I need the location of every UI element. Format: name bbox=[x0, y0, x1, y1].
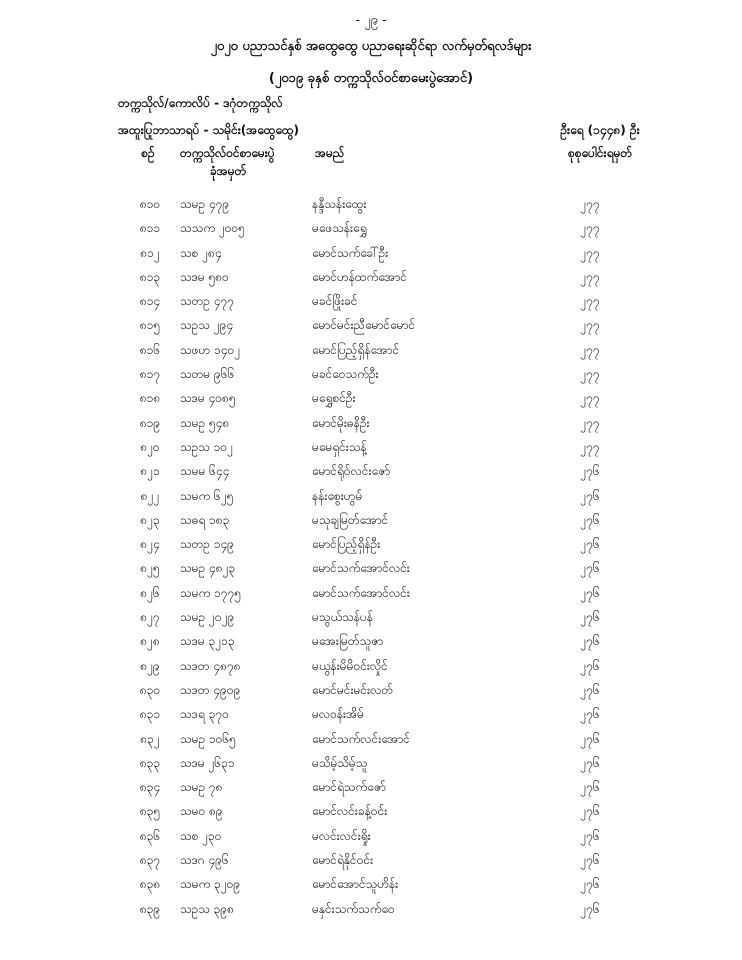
page-number: - ၂၉ - bbox=[355, 13, 387, 28]
table-row bbox=[0, 412, 742, 436]
table-row bbox=[0, 728, 742, 752]
row-mark: ၂၇၇ bbox=[580, 294, 600, 309]
table-row bbox=[0, 314, 742, 338]
row-roll: သဒတ ၄၉၀၉ bbox=[180, 682, 241, 697]
row-roll: သမဥ ၁၀၆၅ bbox=[180, 731, 236, 746]
header-marks: စုစုပေါင်းရမှတ် bbox=[567, 146, 633, 160]
row-mark: ၂၇၆ bbox=[580, 804, 600, 819]
row-name: မသိမ့်သိမ့်သူ bbox=[312, 755, 368, 770]
row-mark: ၂၇၆ bbox=[580, 731, 600, 746]
row-name: နန္ဒီသန်းထွေး bbox=[312, 197, 367, 211]
row-roll: သမက ၁၇၇၅ bbox=[180, 585, 242, 600]
row-name: မလဝန်းအိမ် bbox=[312, 707, 364, 722]
table-row bbox=[0, 290, 742, 314]
row-mark: ၂၇၇ bbox=[580, 269, 600, 284]
row-mark: ၂၇၆ bbox=[580, 585, 600, 600]
row-mark: ၂၇၆ bbox=[580, 780, 600, 795]
row-roll: သမက ၆၂၅ bbox=[180, 488, 234, 503]
table-row bbox=[0, 509, 742, 533]
table-row bbox=[0, 217, 742, 241]
row-name: မနှင်းသက်သက်ဝေ bbox=[312, 901, 395, 916]
results-list bbox=[0, 193, 742, 922]
row-mark: ၂၇၆ bbox=[580, 634, 600, 649]
row-name: မခင်ဝေသက်ဦး bbox=[312, 367, 379, 382]
row-roll: သမမ ၆၄၄ bbox=[180, 464, 230, 479]
row-roll: သဥသ ၃၉၈ bbox=[180, 901, 235, 916]
row-name: မောင်သက်အောင်လင်း bbox=[312, 561, 410, 576]
row-roll: သဒမ ၄၀၈၅ bbox=[180, 391, 236, 406]
row-no: ၈၃၇ bbox=[139, 853, 161, 868]
row-name: မသွယ်သန်ပန် bbox=[312, 610, 373, 625]
row-roll: သစ ၂၃၀ bbox=[180, 828, 222, 843]
table-row bbox=[0, 485, 742, 509]
row-roll: သမက ၃၂၀၉ bbox=[180, 877, 241, 892]
row-no: ၈၂၈ bbox=[140, 634, 160, 649]
table-row bbox=[0, 363, 742, 387]
row-roll: သဒမ ၂၆၃၁ bbox=[180, 755, 235, 770]
row-roll: သသက ၂၀၀၅ bbox=[180, 221, 245, 236]
table-row bbox=[0, 825, 742, 849]
table-row bbox=[0, 873, 742, 897]
row-name: မအေးမြတ်သူဇာ bbox=[312, 634, 384, 649]
row-no: ၈၃၄ bbox=[139, 780, 161, 795]
row-mark: ၂၇၇ bbox=[580, 439, 600, 454]
table-row bbox=[0, 242, 742, 266]
row-name: မောင်သက်အောင်လင်း bbox=[312, 585, 410, 600]
row-name: မောင်ရိုဝ်လင်းဇော် bbox=[312, 464, 391, 479]
row-no: ၈၁၃ bbox=[139, 269, 161, 284]
row-name: မောင်ဟန်ထက်အောင် bbox=[312, 269, 407, 284]
table-row bbox=[0, 752, 742, 776]
row-roll: သဒမ ၃၂၁၃ bbox=[180, 634, 235, 649]
row-no: ၈၃၉ bbox=[139, 901, 161, 916]
row-name: မခင်ဖြိုးခင် bbox=[312, 294, 358, 309]
row-name: မသုချမြတ်အောင် bbox=[312, 512, 389, 527]
table-row bbox=[0, 460, 742, 484]
row-mark: ၂၇၆ bbox=[580, 707, 600, 722]
row-roll: သဓရ ၁၈၃ bbox=[180, 512, 230, 527]
total-count: ဦးရေ (၁၄၄၈) ဦး bbox=[560, 123, 640, 137]
row-mark: ၂၇၆ bbox=[580, 755, 600, 770]
row-no: ၈၃၅ bbox=[139, 804, 161, 819]
table-row bbox=[0, 557, 742, 581]
table-row bbox=[0, 387, 742, 411]
row-roll: သဖဟ ၁၄၀၂ bbox=[180, 342, 241, 357]
row-roll: သဥသ ၁၀၂ bbox=[180, 439, 234, 454]
table-row bbox=[0, 436, 742, 460]
table-row bbox=[0, 898, 742, 922]
header-roll-2: ခုံအမှတ် bbox=[210, 164, 247, 178]
row-name: မရွှေစင်ဦး bbox=[312, 391, 356, 406]
table-row bbox=[0, 533, 742, 557]
row-mark: ၂၇၆ bbox=[580, 537, 600, 552]
table-row bbox=[0, 266, 742, 290]
row-mark: ၂၇၆ bbox=[580, 610, 600, 625]
row-no: ၈၂၆ bbox=[140, 585, 160, 600]
table-row bbox=[0, 800, 742, 824]
row-name: မောင်မင်းညီမောင်မောင် bbox=[312, 318, 416, 333]
row-no: ၈၁၉ bbox=[139, 415, 161, 430]
row-mark: ၂၇၆ bbox=[580, 488, 600, 503]
row-name: မောင်ပြည့်ရှိန်အောင် bbox=[312, 342, 400, 357]
row-roll: သမဥ ၄၈၂၃ bbox=[180, 561, 236, 576]
row-no: ၈၂၉ bbox=[140, 658, 160, 673]
row-roll: သတဥ ၁၄၉ bbox=[180, 537, 235, 552]
row-name: မောင်ပြည့်ရှိန်ဦး bbox=[312, 537, 381, 552]
row-no: ၈၂၁ bbox=[140, 464, 160, 479]
row-mark: ၂၇၆ bbox=[580, 853, 600, 868]
row-no: ၈၁၁ bbox=[139, 221, 161, 236]
row-no: ၈၂၄ bbox=[140, 537, 160, 552]
row-roll: သဒရ ၃၇၀ bbox=[180, 707, 229, 722]
row-mark: ၂၇၆ bbox=[580, 901, 600, 916]
row-roll: သမဝ ၈၉ bbox=[180, 804, 223, 819]
row-name: မောင်မိုးဓနိဦး bbox=[312, 415, 370, 430]
row-name: မောင်ရဲနိုင်ဝင်း bbox=[312, 853, 374, 868]
row-no: ၈၁၄ bbox=[139, 294, 161, 309]
row-mark: ၂၇၇ bbox=[580, 415, 600, 430]
row-roll: သဥသ ၂၉၄ bbox=[180, 318, 234, 333]
row-no: ၈၃၂ bbox=[140, 731, 160, 746]
row-name: မောင်ရဲသက်ဇော် bbox=[312, 780, 386, 795]
row-roll: သဒဂ ၄၉၆ bbox=[180, 853, 229, 868]
row-roll: သတမ ၉၆၆ bbox=[180, 367, 235, 382]
document-subtitle: (၂၀၁၉ ခုနှစ် တက္ကသိုလ်ဝင်စာမေးပွဲအောင်) bbox=[268, 71, 474, 86]
row-roll: သမဥ ၇၈ bbox=[180, 780, 223, 795]
row-mark: ၂၇၇ bbox=[580, 342, 600, 357]
row-mark: ၂၇၇ bbox=[580, 318, 600, 333]
row-no: ၈၃၁ bbox=[139, 707, 161, 722]
row-name: မဖေသန်းရွှေ bbox=[312, 221, 367, 236]
document-title: ၂၀၂၀ ပညာသင်နှစ် အထွေထွေ ပညာရေးဆိုင်ရာ လက်မှတ်ရလဒ်များ bbox=[210, 39, 532, 54]
row-no: ၈၁၅ bbox=[139, 318, 161, 333]
row-no: ၈၂၂ bbox=[140, 488, 160, 503]
row-no: ၈၁၇ bbox=[139, 367, 161, 382]
table-row bbox=[0, 703, 742, 727]
row-roll: သမဥ ၄၇၉ bbox=[180, 197, 230, 211]
table-row bbox=[0, 193, 742, 217]
row-name: မမေရှင်းသန့် bbox=[312, 439, 367, 454]
row-mark: ၂၇၆ bbox=[580, 658, 600, 673]
row-roll: သဒမ ၅၈၀ bbox=[180, 269, 229, 284]
row-name: မလင်းလင်းရှိုး bbox=[312, 828, 371, 843]
row-roll: သမဥ ၅၄၈ bbox=[180, 415, 230, 430]
table-row bbox=[0, 679, 742, 703]
row-roll: သမဥ ၂၀၂၉ bbox=[180, 610, 235, 625]
row-no: ၈၃၃ bbox=[139, 755, 161, 770]
table-row bbox=[0, 776, 742, 800]
row-roll: သတဥ ၄၇၇ bbox=[180, 294, 235, 309]
row-roll: သဒတ ၄၈၇၈ bbox=[180, 658, 241, 673]
row-no: ၈၁၀ bbox=[139, 197, 161, 211]
row-mark: ၂၇၇ bbox=[580, 245, 600, 260]
row-mark: ၂၇၆ bbox=[580, 561, 600, 576]
table-row bbox=[0, 655, 742, 679]
header-no: စဉ် bbox=[141, 146, 155, 160]
row-no: ၈၁၆ bbox=[139, 342, 161, 357]
row-mark: ၂၇၆ bbox=[580, 877, 600, 892]
table-row bbox=[0, 606, 742, 630]
row-name: မောင်လင်းခန့်ဝင်း bbox=[312, 804, 388, 819]
row-no: ၈၂၃ bbox=[140, 512, 160, 527]
row-no: ၈၂၇ bbox=[140, 610, 160, 625]
row-no: ၈၂၀ bbox=[140, 439, 160, 454]
header-name: အမည် bbox=[315, 146, 345, 160]
row-mark: ၂၇၇ bbox=[580, 221, 600, 236]
row-name: မယွန်းမိမိဝင်းလှိုင် bbox=[312, 658, 388, 673]
row-no: ၈၂၅ bbox=[140, 561, 160, 576]
row-mark: ၂၇၆ bbox=[580, 464, 600, 479]
major-line: အထူးပြုဘာသာရပ် - သမိုင်း(အထွေထွေ) bbox=[118, 123, 299, 137]
table-row bbox=[0, 339, 742, 363]
row-name: မောင်သက်လင်းအောင် bbox=[312, 731, 410, 746]
row-name: မောင်အောင်သူဟိန်း bbox=[312, 877, 399, 892]
row-no: ၈၃၀ bbox=[139, 682, 161, 697]
row-mark: ၂၇၆ bbox=[580, 512, 600, 527]
row-mark: ၂၇၆ bbox=[580, 828, 600, 843]
row-name: မောင်သက်ခေါ်ဦး bbox=[312, 245, 389, 260]
row-mark: ၂၇၆ bbox=[580, 682, 600, 697]
university-line: တက္ကသိုလ်/ကောလိပ် - ဒဂုံတက္ကသိုလ် bbox=[118, 96, 283, 110]
row-name: မောင်မင်းမင်းလတ် bbox=[312, 682, 394, 697]
table-row bbox=[0, 630, 742, 654]
table-row bbox=[0, 582, 742, 606]
table-row bbox=[0, 849, 742, 873]
row-mark: ၂၇၇ bbox=[580, 391, 600, 406]
row-mark: ၂၇၇ bbox=[580, 367, 600, 382]
row-no: ၈၃၆ bbox=[139, 828, 161, 843]
row-roll: သစ ၂၈၄ bbox=[180, 245, 222, 260]
row-no: ၈၁၂ bbox=[140, 245, 160, 260]
row-no: ၈၁၈ bbox=[139, 391, 161, 406]
row-mark: ၂၇၇ bbox=[580, 197, 600, 211]
row-no: ၈၃၈ bbox=[139, 877, 161, 892]
header-roll: တက္ကသိုလ်ဝင်စာမေးပွဲ bbox=[180, 146, 275, 160]
row-name: နန်းစွေးဟွမ် bbox=[312, 488, 363, 503]
